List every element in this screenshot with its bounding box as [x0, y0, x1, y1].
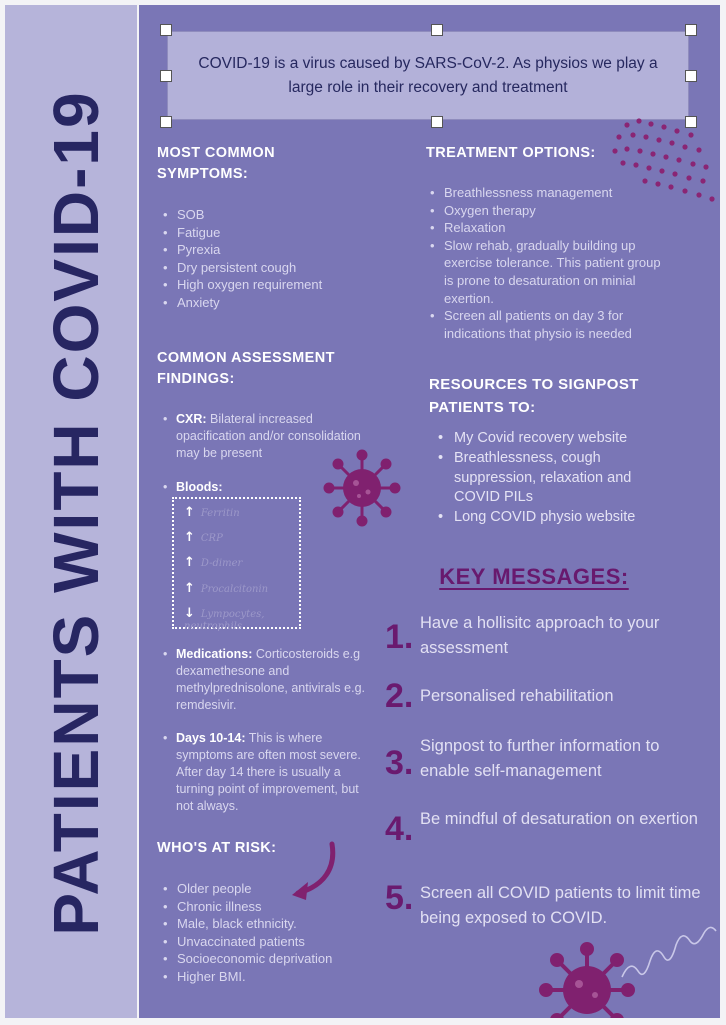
key-messages-heading: KEY MESSAGES:	[439, 564, 629, 589]
resize-handle-top-right[interactable]	[685, 24, 697, 36]
resize-handle-bottom-left[interactable]	[160, 116, 172, 128]
symptoms-heading-line2: SYMPTOMS:	[157, 166, 249, 182]
resize-handle-bottom-center[interactable]	[431, 116, 443, 128]
assessment-heading-line2: FINDINGS:	[157, 371, 235, 387]
intro-text-box[interactable]	[167, 31, 689, 120]
message-number: 5.	[385, 879, 414, 917]
message-text: Be mindful of desaturation on exertion	[420, 810, 698, 828]
list-item: • Dry persistent cough	[163, 259, 383, 277]
assessment-heading	[157, 348, 335, 390]
symptoms-heading-line1: MOST COMMON	[157, 145, 275, 161]
treatment-list	[430, 184, 670, 342]
assessment-heading-line1: COMMON ASSESSMENT	[157, 350, 335, 366]
virus-icon	[322, 448, 402, 528]
blood-marker: Procalcitonin	[200, 584, 269, 595]
list-item: • Long COVID physio website	[438, 508, 668, 528]
bloods-label: Bloods:	[176, 480, 223, 494]
resize-handle-top-center[interactable]	[431, 24, 443, 36]
list-item: • Fatigue	[163, 224, 383, 242]
risk-heading: WHO'S AT RISK:	[157, 840, 277, 856]
days-text: This is where symptoms are often most severe. After day 14 there is usually a turning point of improvement, but not always.	[176, 731, 361, 813]
message-number: 4.	[385, 810, 414, 848]
list-item: • Male, black ethnicity.	[163, 915, 383, 933]
bloods-box	[172, 497, 301, 632]
resources-list	[438, 429, 668, 528]
arrow-up-icon: ↑	[184, 530, 195, 545]
arrow-up-icon: ↑	[184, 581, 195, 596]
blood-marker: CRP	[200, 533, 223, 544]
message-text: Signpost to further information to enable self-management	[420, 737, 660, 780]
bloods-finding: • Bloods:	[163, 480, 223, 494]
resize-handle-middle-right[interactable]	[685, 70, 697, 82]
cxr-label: CXR:	[176, 412, 207, 426]
side-panel	[5, 5, 137, 1018]
blood-marker: Ferritin	[200, 508, 240, 519]
days-label: Days 10-14:	[176, 731, 246, 745]
resources-heading-line1: RESOURCES TO SIGNPOST	[429, 376, 639, 393]
main-panel	[139, 5, 720, 1018]
medications-label: Medications:	[176, 647, 253, 661]
symptoms-heading	[157, 143, 275, 185]
medications-text: Corticosteroids e.g dexamethesone and methylprednisolone, antivirals e.g. remdesivir.	[176, 647, 365, 712]
list-item: • Unvaccinated patients	[163, 933, 383, 951]
curved-arrow-icon	[284, 838, 344, 908]
list-item: • Anxiety	[163, 294, 383, 312]
cxr-finding: • CXR: Bilateral increased opacification and/or consolidation may be present	[163, 412, 361, 460]
message-text: Personalised rehabilitation	[420, 687, 614, 705]
message-text: Screen all COVID patients to limit time being exposed to COVID.	[420, 884, 701, 927]
blood-row	[184, 530, 223, 545]
list-item: • Socioeconomic deprivation	[163, 950, 383, 968]
list-item: • Pyrexia	[163, 241, 383, 259]
message-text: Have a hollisitc approach to your assessment	[420, 614, 660, 657]
cxr-text: Bilateral increased opacification and/or consolidation may be present	[176, 412, 361, 460]
days-finding: • Days 10-14: This is where symptoms are often most severe. After day 14 there is usually a turning point of improvement, but not always.	[163, 731, 361, 813]
list-item: • Chronic illness	[163, 898, 383, 916]
list-item: • My Covid recovery website	[438, 429, 668, 449]
blood-row	[184, 581, 268, 596]
list-item: • Higher BMI.	[163, 968, 383, 986]
list-item: • SOB	[163, 206, 383, 224]
list-item: • Older people	[163, 880, 383, 898]
resize-handle-middle-left[interactable]	[160, 70, 172, 82]
list-item: • Breathlessness, cough suppression, relaxation and COVID PILs	[438, 449, 668, 508]
squiggle-decoration	[617, 925, 720, 985]
treatment-heading: TREATMENT OPTIONS:	[426, 145, 596, 161]
blood-marker: Lympocytes, neutrophils	[184, 609, 265, 632]
blood-marker: D-dimer	[200, 558, 243, 569]
side-title: PATIENTS WITH COVID-19	[40, 90, 112, 936]
blood-row	[184, 505, 240, 520]
resources-heading	[429, 373, 639, 419]
list-item: • Relaxation	[430, 219, 670, 237]
message-number: 1.	[385, 618, 414, 656]
symptoms-list	[163, 206, 383, 312]
arrow-up-icon: ↑	[184, 505, 195, 520]
message-number: 2.	[385, 677, 414, 715]
intro-text: COVID-19 is a virus caused by SARS-CoV-2. As physios we play a large role in their recovery and treatment	[198, 54, 658, 96]
risk-list	[163, 880, 383, 986]
resources-heading-line2: PATIENTS TO:	[429, 399, 536, 416]
list-item: • Screen all patients on day 3 for indications that physio is needed	[430, 307, 670, 342]
list-item: • Oxygen therapy	[430, 202, 670, 220]
resize-handle-top-left[interactable]	[160, 24, 172, 36]
list-item: • Slow rehab, gradually building up exercise tolerance. This patient group is prone to desaturation on minial exertion.	[430, 237, 670, 307]
message-number: 3.	[385, 744, 414, 782]
arrow-up-icon: ↑	[184, 555, 195, 570]
list-item: • Breathlessness management	[430, 184, 670, 202]
blood-row	[184, 606, 299, 632]
medications-finding: • Medications: Corticosteroids e.g dexamethesone and methylprednisolone, antivirals e.g. remdesivir.	[163, 647, 365, 712]
arrow-down-icon: ↓	[184, 606, 195, 621]
blood-row	[184, 555, 242, 570]
list-item: • High oxygen requirement	[163, 276, 383, 294]
